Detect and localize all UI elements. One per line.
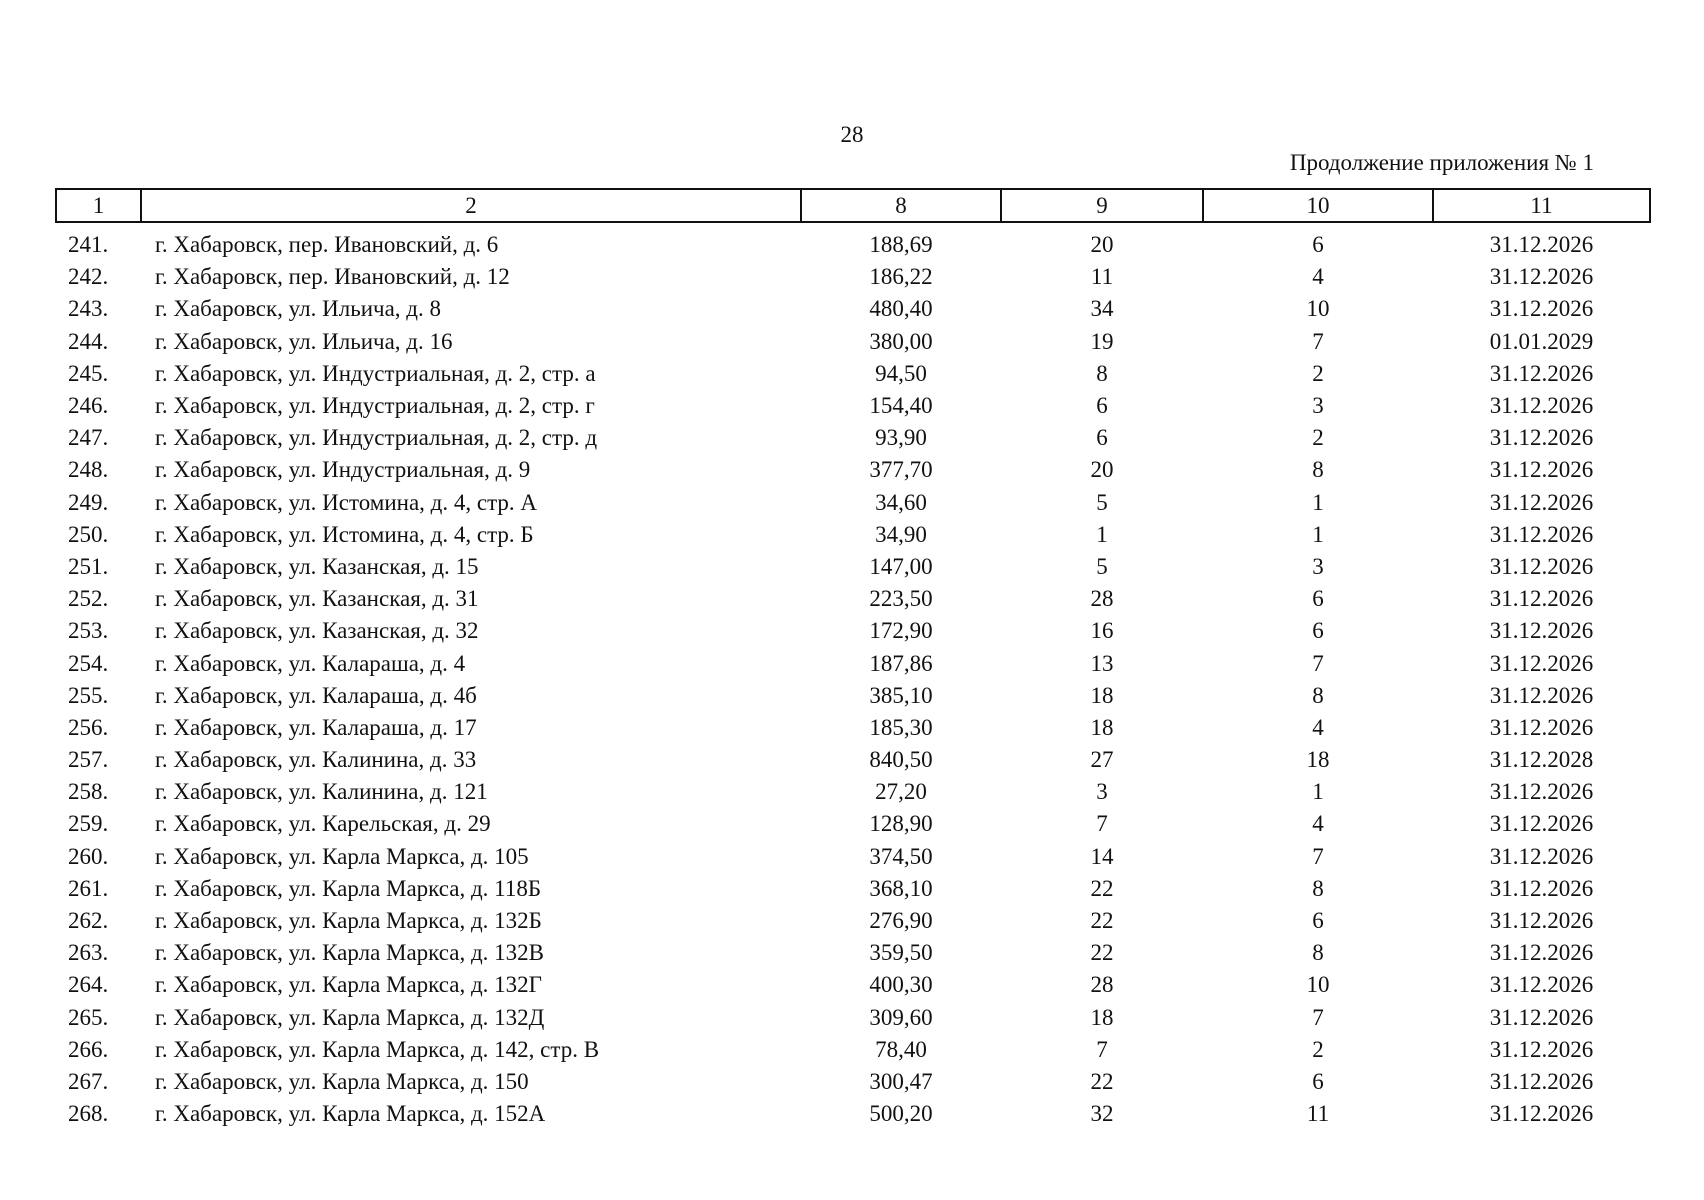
- value-col-8: 188,69: [869, 232, 933, 258]
- table-row: [56, 454, 1650, 486]
- row-number: 262.: [68, 908, 109, 934]
- date-col-11: 31.12.2026: [1489, 1101, 1594, 1127]
- value-col-10: 7: [1312, 1004, 1324, 1030]
- value-col-9: 22: [1090, 875, 1114, 901]
- value-col-9: 19: [1090, 328, 1114, 354]
- value-col-9: 18: [1090, 714, 1114, 740]
- address: г. Хабаровск, ул. Карельская, д. 29: [155, 811, 491, 837]
- value-col-8: 172,90: [869, 618, 933, 644]
- value-col-10: 7: [1312, 650, 1324, 676]
- table-row: [56, 358, 1650, 390]
- value-col-10: 1: [1312, 779, 1324, 805]
- table-row: [56, 680, 1650, 712]
- address: г. Хабаровск, ул. Карла Маркса, д. 142, стр. В: [155, 1036, 600, 1062]
- value-col-8: 377,70: [869, 457, 933, 483]
- value-col-8: 374,50: [869, 843, 933, 869]
- value-col-8: 93,90: [875, 425, 927, 451]
- value-col-10: 4: [1312, 714, 1324, 740]
- value-col-8: 300,47: [869, 1068, 933, 1094]
- date-col-11: 31.12.2026: [1489, 553, 1594, 579]
- value-col-10: 8: [1312, 682, 1324, 708]
- value-col-9: 1: [1096, 521, 1108, 547]
- value-col-9: 7: [1096, 1036, 1108, 1062]
- address: г. Хабаровск, ул. Ильича, д. 8: [155, 296, 442, 322]
- row-number: 252.: [68, 586, 109, 612]
- value-col-8: 359,50: [869, 940, 933, 966]
- date-col-11: 31.12.2026: [1489, 908, 1594, 934]
- table-row: [56, 390, 1650, 422]
- value-col-9: 11: [1090, 264, 1114, 290]
- value-col-10: 6: [1312, 618, 1324, 644]
- value-col-10: 6: [1312, 1068, 1324, 1094]
- addresses-table: [55, 188, 1651, 1130]
- date-col-11: 31.12.2026: [1489, 972, 1594, 998]
- value-col-10: 4: [1312, 811, 1324, 837]
- table-row: [56, 487, 1650, 519]
- value-col-8: 500,20: [869, 1101, 933, 1127]
- row-number: 263.: [68, 940, 109, 966]
- value-col-9: 18: [1090, 682, 1114, 708]
- row-number: 247.: [68, 425, 109, 451]
- value-col-8: 78,40: [875, 1036, 927, 1062]
- address: г. Хабаровск, ул. Карла Маркса, д. 132Б: [155, 908, 542, 934]
- value-col-10: 2: [1312, 1036, 1324, 1062]
- address: г. Хабаровск, ул. Карла Маркса, д. 105: [155, 843, 529, 869]
- address: г. Хабаровск, пер. Ивановский, д. 12: [155, 264, 510, 290]
- table-row: [56, 615, 1650, 647]
- table-row: [56, 551, 1650, 583]
- address: г. Хабаровск, ул. Калараша, д. 4б: [155, 682, 477, 708]
- date-col-11: 31.12.2026: [1489, 875, 1594, 901]
- value-col-10: 3: [1312, 553, 1324, 579]
- row-number: 242.: [68, 264, 109, 290]
- value-col-10: 11: [1306, 1101, 1330, 1127]
- address: г. Хабаровск, ул. Карла Маркса, д. 150: [155, 1068, 529, 1094]
- header-row: [56, 189, 1650, 222]
- value-col-10: 7: [1312, 843, 1324, 869]
- value-col-9: 18: [1090, 1004, 1114, 1030]
- table-row: [56, 1002, 1650, 1034]
- date-col-11: 31.12.2026: [1489, 714, 1594, 740]
- table-row: [56, 873, 1650, 905]
- value-col-8: 385,10: [869, 682, 933, 708]
- table-row: [56, 776, 1650, 808]
- value-col-8: 480,40: [869, 296, 933, 322]
- value-col-10: 6: [1312, 232, 1324, 258]
- address: г. Хабаровск, ул. Индустриальная, д. 2, стр. д: [155, 425, 598, 451]
- address: г. Хабаровск, пер. Ивановский, д. 6: [155, 232, 499, 258]
- row-number: 241.: [68, 232, 109, 258]
- value-col-8: 400,30: [869, 972, 933, 998]
- row-number: 259.: [68, 811, 109, 837]
- value-col-10: 4: [1312, 264, 1324, 290]
- value-col-9: 20: [1090, 232, 1114, 258]
- value-col-10: 8: [1312, 457, 1324, 483]
- address: г. Хабаровск, ул. Индустриальная, д. 2, стр. а: [155, 360, 596, 386]
- value-col-9: 22: [1090, 908, 1114, 934]
- row-number: 253.: [68, 618, 109, 644]
- table-row: [56, 326, 1650, 358]
- address: г. Хабаровск, ул. Казанская, д. 15: [155, 553, 479, 579]
- table-row: [56, 293, 1650, 325]
- value-col-9: 16: [1090, 618, 1114, 644]
- value-col-8: 27,20: [875, 779, 927, 805]
- value-col-9: 34: [1090, 296, 1114, 322]
- row-number: 254.: [68, 650, 109, 676]
- table-row: [56, 905, 1650, 937]
- table-row: [56, 1098, 1650, 1130]
- row-number: 265.: [68, 1004, 109, 1030]
- date-col-11: 31.12.2026: [1489, 586, 1594, 612]
- row-number: 244.: [68, 328, 109, 354]
- value-col-10: 7: [1312, 328, 1324, 354]
- date-col-11: 31.12.2026: [1489, 1004, 1594, 1030]
- table-body: [56, 222, 1650, 1130]
- address: г. Хабаровск, ул. Истомина, д. 4, стр. Б: [155, 521, 534, 547]
- value-col-8: 94,50: [875, 360, 927, 386]
- value-col-10: 18: [1306, 747, 1330, 773]
- address: г. Хабаровск, ул. Карла Маркса, д. 118Б: [155, 875, 542, 901]
- address: г. Хабаровск, ул. Карла Маркса, д. 132Г: [155, 972, 542, 998]
- value-col-10: 2: [1312, 425, 1324, 451]
- value-col-9: 20: [1090, 457, 1114, 483]
- row-number: 266.: [68, 1036, 109, 1062]
- date-col-11: 01.01.2029: [1489, 328, 1594, 354]
- date-col-11: 31.12.2026: [1489, 457, 1594, 483]
- value-col-8: 34,60: [875, 489, 927, 515]
- address: г. Хабаровск, ул. Казанская, д. 32: [155, 618, 479, 644]
- address: г. Хабаровск, ул. Карла Маркса, д. 152А: [155, 1101, 546, 1127]
- value-col-10: 10: [1306, 296, 1330, 322]
- value-col-8: 368,10: [869, 875, 933, 901]
- row-number: 267.: [68, 1068, 109, 1094]
- value-col-9: 28: [1090, 586, 1114, 612]
- table-row: [56, 1034, 1650, 1066]
- header-col-8: 8: [801, 189, 1001, 222]
- value-col-8: 128,90: [869, 811, 933, 837]
- value-col-10: 1: [1312, 489, 1324, 515]
- value-col-9: 14: [1090, 843, 1114, 869]
- value-col-8: 276,90: [869, 908, 933, 934]
- date-col-11: 31.12.2026: [1489, 682, 1594, 708]
- table-row: [56, 647, 1650, 679]
- date-col-11: 31.12.2026: [1489, 618, 1594, 644]
- value-col-8: 34,90: [875, 521, 927, 547]
- date-col-11: 31.12.2026: [1489, 489, 1594, 515]
- value-col-8: 154,40: [869, 393, 933, 419]
- address: г. Хабаровск, ул. Калараша, д. 17: [155, 714, 477, 740]
- address: г. Хабаровск, ул. Калинина, д. 33: [155, 747, 477, 773]
- value-col-8: 186,22: [869, 264, 933, 290]
- header-col-1: 1: [56, 189, 141, 222]
- row-number: 246.: [68, 393, 109, 419]
- value-col-8: 223,50: [869, 586, 933, 612]
- header-col-9: 9: [1001, 189, 1203, 222]
- value-col-9: 32: [1090, 1101, 1114, 1127]
- value-col-8: 840,50: [869, 747, 933, 773]
- table-header: [56, 189, 1650, 222]
- address: г. Хабаровск, ул. Казанская, д. 31: [155, 586, 479, 612]
- value-col-8: 380,00: [869, 328, 933, 354]
- date-col-11: 31.12.2026: [1489, 393, 1594, 419]
- value-col-8: 147,00: [869, 553, 933, 579]
- value-col-10: 6: [1312, 908, 1324, 934]
- date-col-11: 31.12.2026: [1489, 521, 1594, 547]
- row-number: 257.: [68, 747, 109, 773]
- value-col-9: 3: [1096, 779, 1108, 805]
- value-col-8: 309,60: [869, 1004, 933, 1030]
- value-col-9: 6: [1096, 425, 1108, 451]
- value-col-9: 22: [1090, 1068, 1114, 1094]
- value-col-10: 3: [1312, 393, 1324, 419]
- address: г. Хабаровск, ул. Истомина, д. 4, стр. А: [155, 489, 538, 515]
- value-col-8: 185,30: [869, 714, 933, 740]
- value-col-9: 6: [1096, 393, 1108, 419]
- value-col-9: 7: [1096, 811, 1108, 837]
- header-col-11: 11: [1433, 189, 1650, 222]
- date-col-11: 31.12.2026: [1489, 811, 1594, 837]
- value-col-10: 10: [1306, 972, 1330, 998]
- row-number: 261.: [68, 875, 109, 901]
- table-row: [56, 422, 1650, 454]
- row-number: 251.: [68, 553, 109, 579]
- row-number: 255.: [68, 682, 109, 708]
- date-col-11: 31.12.2028: [1489, 747, 1594, 773]
- row-number: 258.: [68, 779, 109, 805]
- row-number: 243.: [68, 296, 109, 322]
- value-col-9: 5: [1096, 489, 1108, 515]
- table-row: [56, 841, 1650, 873]
- table-row: [56, 261, 1650, 293]
- date-col-11: 31.12.2026: [1489, 1036, 1594, 1062]
- table-row: [56, 937, 1650, 969]
- table-row: [56, 222, 1650, 261]
- value-col-8: 187,86: [869, 650, 933, 676]
- address: г. Хабаровск, ул. Калараша, д. 4: [155, 650, 466, 676]
- value-col-10: 1: [1312, 521, 1324, 547]
- date-col-11: 31.12.2026: [1489, 779, 1594, 805]
- table-row: [56, 744, 1650, 776]
- header-col-10: 10: [1203, 189, 1433, 222]
- table-row: [56, 583, 1650, 615]
- address: г. Хабаровск, ул. Индустриальная, д. 9: [155, 457, 531, 483]
- row-number: 268.: [68, 1101, 109, 1127]
- row-number: 248.: [68, 457, 109, 483]
- value-col-10: 8: [1312, 875, 1324, 901]
- date-col-11: 31.12.2026: [1489, 425, 1594, 451]
- table-row: [56, 712, 1650, 744]
- date-col-11: 31.12.2026: [1489, 1068, 1594, 1094]
- row-number: 256.: [68, 714, 109, 740]
- address: г. Хабаровск, ул. Карла Маркса, д. 132В: [155, 940, 545, 966]
- address: г. Хабаровск, ул. Карла Маркса, д. 132Д: [155, 1004, 545, 1030]
- row-number: 260.: [68, 843, 109, 869]
- table-row: [56, 1066, 1650, 1098]
- value-col-9: 22: [1090, 940, 1114, 966]
- value-col-9: 27: [1090, 747, 1114, 773]
- address: г. Хабаровск, ул. Индустриальная, д. 2, стр. г: [155, 393, 595, 419]
- date-col-11: 31.12.2026: [1489, 650, 1594, 676]
- date-col-11: 31.12.2026: [1489, 296, 1594, 322]
- date-col-11: 31.12.2026: [1489, 940, 1594, 966]
- continuation-note: Продолжение приложения № 1: [1289, 150, 1594, 175]
- address: г. Хабаровск, ул. Ильича, д. 16: [155, 328, 453, 354]
- value-col-9: 28: [1090, 972, 1114, 998]
- table-row: [56, 519, 1650, 551]
- value-col-9: 13: [1090, 650, 1114, 676]
- date-col-11: 31.12.2026: [1489, 264, 1594, 290]
- table-row: [56, 969, 1650, 1001]
- table-row: [56, 808, 1650, 840]
- value-col-10: 6: [1312, 586, 1324, 612]
- row-number: 264.: [68, 972, 109, 998]
- row-number: 249.: [68, 489, 109, 515]
- value-col-10: 8: [1312, 940, 1324, 966]
- row-number: 250.: [68, 521, 109, 547]
- row-number: 245.: [68, 360, 109, 386]
- date-col-11: 31.12.2026: [1489, 232, 1594, 258]
- header-col-2: 2: [141, 189, 801, 222]
- date-col-11: 31.12.2026: [1489, 360, 1594, 386]
- date-col-11: 31.12.2026: [1489, 843, 1594, 869]
- value-col-9: 8: [1096, 360, 1108, 386]
- page-number: 28: [840, 122, 864, 147]
- value-col-10: 2: [1312, 360, 1324, 386]
- value-col-9: 5: [1096, 553, 1108, 579]
- address: г. Хабаровск, ул. Калинина, д. 121: [155, 779, 488, 805]
